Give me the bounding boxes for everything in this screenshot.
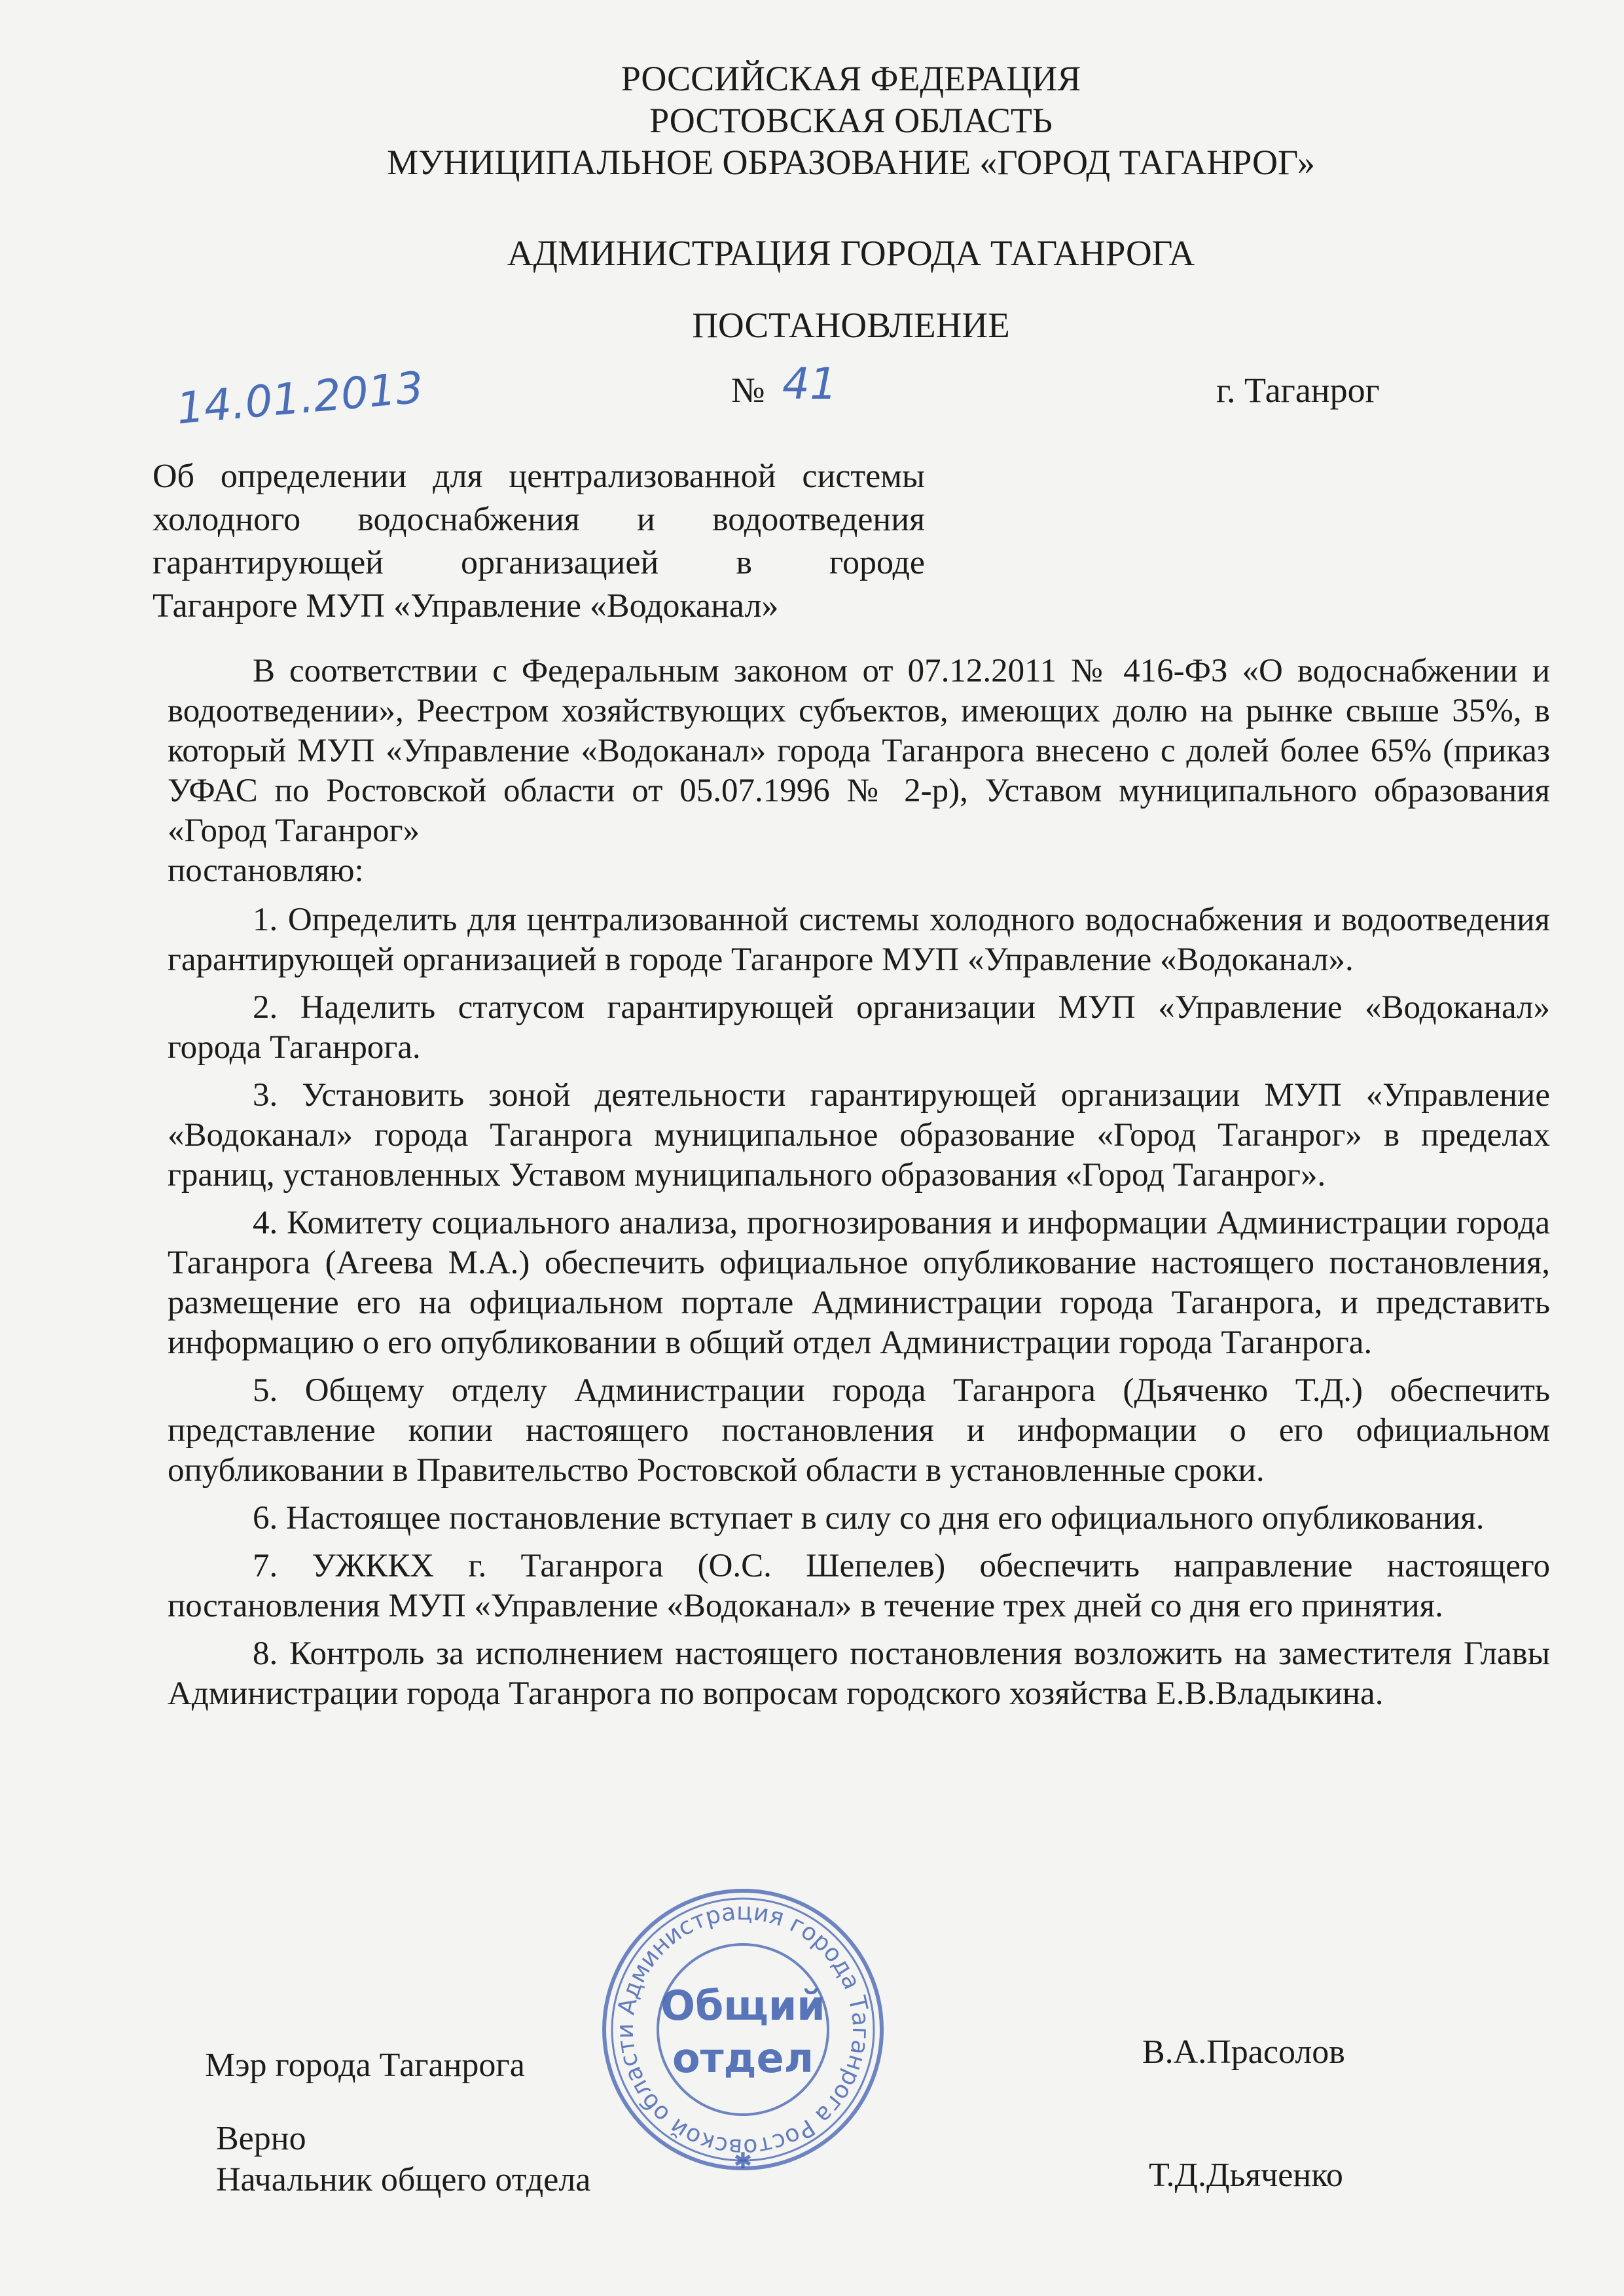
stamp-center-line1: Общий <box>660 1982 825 2030</box>
header-region: РОСТОВСКАЯ ОБЛАСТЬ <box>649 101 1053 140</box>
number-handwritten: 41 <box>782 359 837 409</box>
mayor-name: В.А.Прасолов <box>1142 2033 1345 2071</box>
header-municipality: МУНИЦИПАЛЬНОЕ ОБРАЗОВАНИЕ «ГОРОД ТАГАНРОГ» <box>387 143 1315 182</box>
stamp-star-icon: ✱ <box>733 2148 753 2174</box>
decree-item-5: 5. Общему отделу Администрации города Таганрога (Дьяченко Т.Д.) обеспечить представление копии настоящего постановления и информации о его официальном опубликовании в Правительство Ростовской области в установленные сроки. <box>168 1372 1550 1489</box>
header-administration: АДМИНИСТРАЦИЯ ГОРОДА ТАГАНРОГА <box>507 233 1195 273</box>
decree-body <box>168 651 1550 1722</box>
decree-item-1: 1. Определить для централизованной системы холодного водоснабжения и водоотведения гарантирующей организацией в городе Таганроге МУП «Управление «Водоканал». <box>168 902 1550 978</box>
decree-word: постановляю: <box>168 852 364 889</box>
subject-line: холодного водоснабжения и водоотведения <box>153 501 925 538</box>
stamp-ring-text: Администрация города Таганрога Ростовской области <box>611 1898 875 2161</box>
stamp-center-line2: отдел <box>672 2034 814 2082</box>
subject-line: Таганроге МУП «Управление «Водоканал» <box>153 587 779 625</box>
subject-line: Об определении для централизованной системы <box>153 458 925 495</box>
decree-item-2: 2. Наделить статусом гарантирующей организации МУП «Управление «Водоканал» города Таганрога. <box>168 989 1550 1066</box>
general-department-stamp <box>599 1886 887 2174</box>
doc-type-title: ПОСТАНОВЛЕНИЕ <box>692 305 1010 345</box>
certified-label: Верно <box>216 2120 306 2157</box>
city: г. Таганрог <box>1216 371 1380 410</box>
head-name: Т.Д.Дьяченко <box>1149 2157 1343 2194</box>
intro-paragraph: В соответствии с Федеральным законом от 07.12.2011 № 416-ФЗ «О водоснабжении и водоотведении», Реестром хозяйствующих субъектов, имеющих долю на рынке свыше 35%, в который МУП «Управление «Водоканал» города Таганрога внесено с долей более 65% (приказ УФАС по Ростовской области от 05.07.1996 № 2-р), Уставом муниципального образования «Город Таганрог» <box>168 653 1550 849</box>
decree-item-8: 8. Контроль за исполнением настоящего постановления возложить на заместителя Главы Администрации города Таганрога по вопросам городского хозяйства Е.В.Владыкина. <box>168 1635 1550 1712</box>
number-label: № <box>731 371 765 410</box>
head-title: Начальник общего отдела <box>216 2161 591 2198</box>
decree-item-6: 6. Настоящее постановление вступает в силу со дня его официального опубликования. <box>253 1500 1485 1537</box>
decree-item-4: 4. Комитету социального анализа, прогнозирования и информации Администрации города Таганрога (Агеева М.А.) обеспечить официальное опубликование настоящего постановления, размещение его на официальном портале Администрации города Таганрога, и представить информацию о его опубликовании в общий отдел Администрации города Таганрога. <box>168 1205 1550 1361</box>
decree-item-3: 3. Установить зоной деятельности гарантирующей организации МУП «Управление «Водоканал» города Таганрога муниципальное образование «Город Таганрог» в пределах границ, установленных Уставом муниципального образования «Город Таганрог». <box>168 1077 1550 1194</box>
mayor-title: Мэр города Таганрога <box>205 2047 525 2084</box>
subject-line: гарантирующей организацией в городе <box>153 544 925 581</box>
decree-item-7: 7. УЖККХ г. Таганрога (О.С. Шепелев) обеспечить направление настоящего постановления МУП «Управление «Водоканал» в течение трех дней со дня его принятия. <box>168 1548 1550 1624</box>
subject-block <box>153 455 925 628</box>
date-handwritten: 14.01.2013 <box>174 362 425 434</box>
header-country: РОССИЙСКАЯ ФЕДЕРАЦИЯ <box>621 59 1081 98</box>
